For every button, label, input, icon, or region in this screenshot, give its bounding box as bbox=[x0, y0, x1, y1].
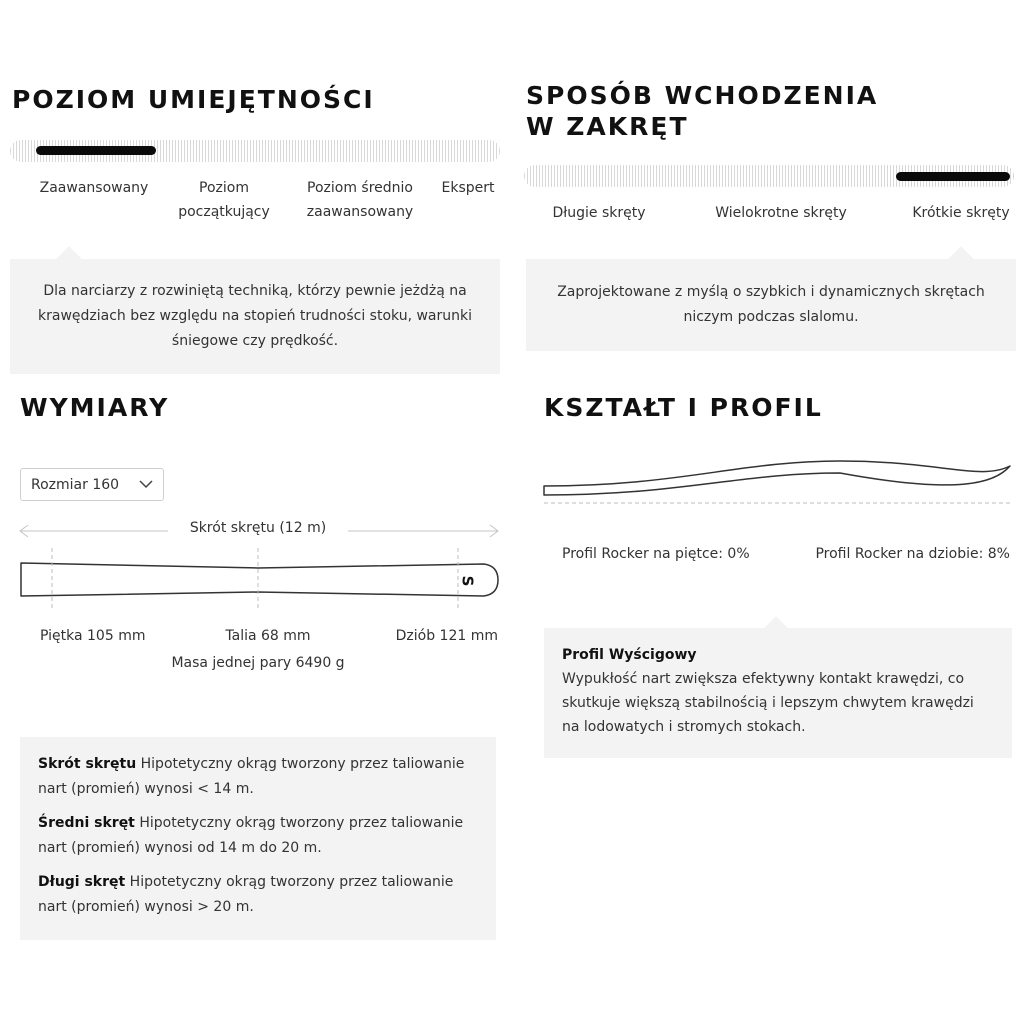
dimensions-heading: WYMIARY bbox=[20, 393, 170, 422]
chevron-down-icon bbox=[139, 480, 153, 489]
size-select[interactable] bbox=[20, 468, 164, 501]
turn-heading-line2: W ZAKRĘT bbox=[526, 112, 689, 141]
turn-type-indicator bbox=[896, 172, 1010, 181]
rocker-tail: Profil Rocker na piętce: 0% bbox=[562, 546, 750, 562]
pair-weight: Masa jednej pary 6490 g bbox=[171, 655, 345, 671]
ski-profile-diagram bbox=[540, 455, 1016, 510]
skill-level-indicator bbox=[36, 146, 156, 155]
definition-short-turn: Skrót skrętu Hipotetyczny okrąg tworzony przez taliowanie nart (promień) wynosi < 14 m. bbox=[38, 756, 465, 797]
definition-long-turn: Długi skręt Hipotetyczny okrąg tworzony przez taliowanie nart (promień) wynosi > 20 m. bbox=[38, 874, 454, 915]
rocker-tip: Profil Rocker na dziobie: 8% bbox=[815, 546, 1010, 562]
tail-width: Piętka 105 mm bbox=[40, 628, 146, 644]
profile-info-text: Wypukłość nart zwiększa efektywny kontakt krawędzi, co skutkuje większą stabilnością i lepszym chwytem krawędzi na lodowatych i stromych stokach. bbox=[562, 671, 974, 735]
turn-heading-line1: SPOSÓB WCHODZENIA bbox=[526, 81, 879, 110]
turn-description-text: Zaprojektowane z myślą o szybkich i dynamicznych skrętach niczym podczas slalomu. bbox=[557, 284, 985, 325]
skill-level-advanced[interactable]: Zaawansowany bbox=[39, 180, 149, 196]
skill-level-beginner[interactable]: Poziom początkujący bbox=[178, 180, 270, 220]
skill-level-intermediate[interactable]: Poziom średnio zaawansowany bbox=[306, 180, 414, 220]
profile-heading: KSZTAŁT I PROFIL bbox=[544, 393, 823, 422]
skill-level-expert[interactable]: Ekspert bbox=[441, 180, 495, 196]
ski-side-profile bbox=[544, 461, 1010, 495]
turn-description bbox=[526, 259, 1016, 351]
profile-info-title: Profil Wyścigowy bbox=[562, 647, 697, 663]
turn-option-multiple[interactable]: Wielokrotne skręty bbox=[715, 205, 847, 221]
skill-heading: POZIOM UMIEJĘTNOŚCI bbox=[12, 85, 375, 114]
turn-definitions bbox=[20, 737, 496, 940]
turn-option-long[interactable]: Długie skręty bbox=[552, 205, 646, 221]
tip-width: Dziób 121 mm bbox=[395, 628, 498, 644]
skill-description-text: Dla narciarzy z rozwiniętą techniką, którzy pewnie jeżdżą na krawędziach bez względu na stopień trudności stoku, warunki śniegowe czy prędkość. bbox=[38, 283, 472, 349]
salomon-logo: S bbox=[458, 575, 477, 587]
turn-option-short[interactable]: Krótkie skręty bbox=[912, 205, 1010, 221]
definition-medium-turn: Średni skręt Hipotetyczny okrąg tworzony przez taliowanie nart (promień) wynosi od 14 m do 20 m. bbox=[38, 815, 464, 856]
size-select-value: Rozmiar 160 bbox=[31, 476, 120, 493]
profile-info bbox=[544, 628, 1012, 758]
turn-heading bbox=[526, 80, 878, 142]
waist-width: Talia 68 mm bbox=[225, 628, 311, 644]
ski-top-view bbox=[21, 563, 498, 596]
turn-radius-label: Skrót skrętu (12 m) bbox=[168, 520, 348, 536]
skill-description bbox=[10, 259, 500, 374]
